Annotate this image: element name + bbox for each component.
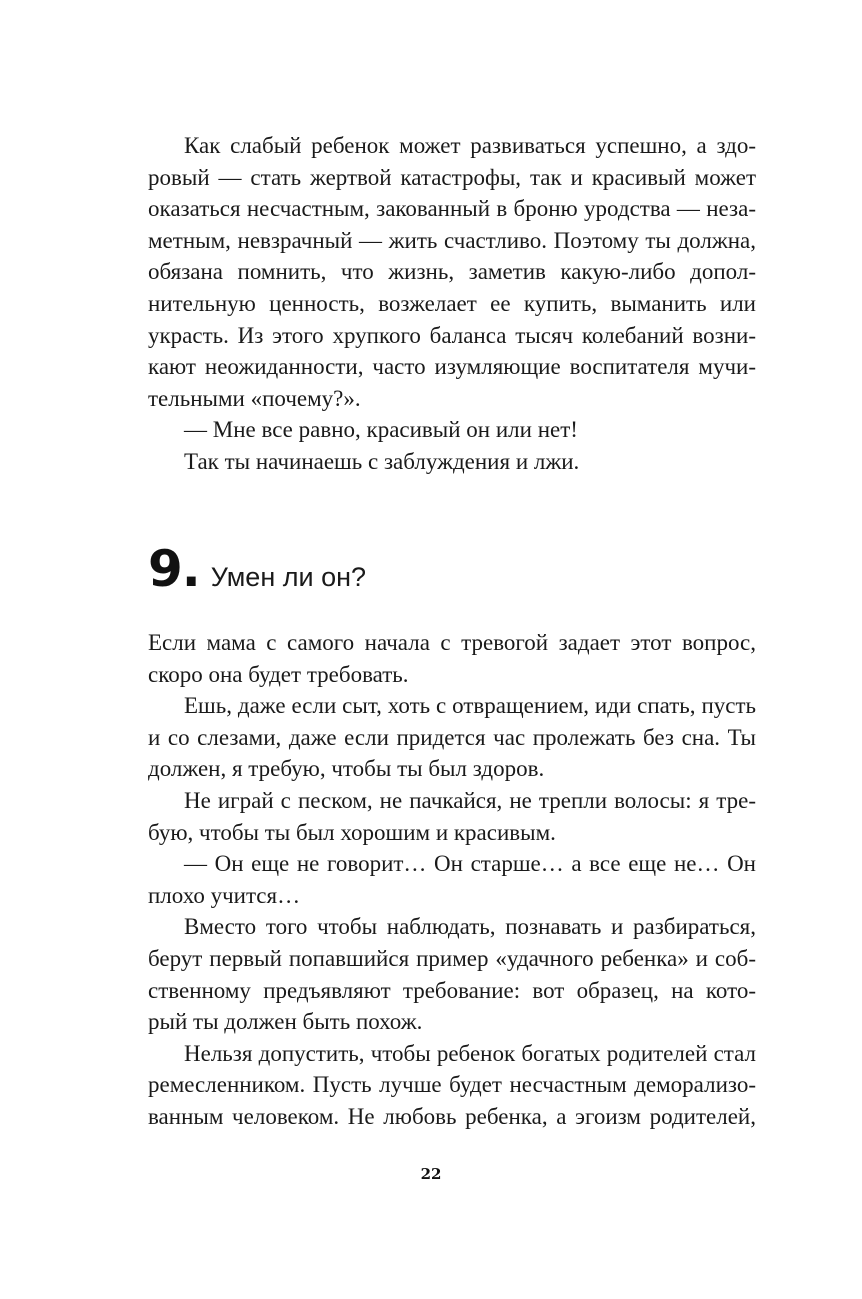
paragraph xyxy=(148,627,756,690)
text-line: — Он еще не говорит… Он старше… а все еще не… Он xyxy=(184,851,756,877)
text-line: Ешь, даже если сыт, хоть с отвращением, иди спать, пусть xyxy=(184,693,756,719)
section-number: 9 xyxy=(148,540,182,598)
text-line: и со слезами, даже если придется час пролежать без сна. Ты xyxy=(148,724,756,750)
text-line: обязана помнить, что жизнь, заметив какую-либо допол- xyxy=(148,259,756,285)
section-title: Умен ли он? xyxy=(210,562,367,592)
text-line: ровый — стать жертвой катастрофы, так и красивый может xyxy=(148,164,756,190)
text-line: метным, невзрачный — жить счастливо. Поэтому ты должна, xyxy=(148,227,756,253)
text-line: Так ты начинаешь с заблуждения и лжи. xyxy=(184,448,580,474)
text-line: Вместо того чтобы наблюдать, познавать и разбираться, xyxy=(184,914,756,940)
text-line: скоро она будет требовать. xyxy=(148,661,409,687)
paragraph xyxy=(148,1038,756,1133)
paragraph xyxy=(148,414,756,446)
paragraph xyxy=(148,690,756,785)
text-line: Нельзя допустить, чтобы ребенок богатых родителей стал xyxy=(184,1040,756,1066)
text-line: рый ты должен быть похож. xyxy=(148,1009,423,1035)
bottom-text-block xyxy=(148,627,756,1133)
text-line: должен, я требую, чтобы ты был здоров. xyxy=(148,756,545,782)
text-line: ванным человеком. Не любовь ребенка, а эгоизм родителей, xyxy=(148,1103,756,1129)
paragraph xyxy=(148,785,756,848)
top-text-block xyxy=(148,130,756,478)
text-line: Не играй с песком, не пачкайся, не трепли волосы: я тре- xyxy=(184,787,756,813)
text-line: Как слабый ребенок может развиваться успешно, а здо- xyxy=(184,133,756,158)
paragraph xyxy=(148,848,756,911)
text-line: нительную ценность, возжелает ее купить, выманить или xyxy=(148,290,756,316)
text-line: — Мне все равно, красивый он или нет! xyxy=(184,417,578,443)
text-line: ственному предъявляют требование: вот образец, на кото- xyxy=(148,977,756,1003)
text-line: бую, чтобы ты был хорошим и красивым. xyxy=(148,819,556,845)
text-line: берут первый попавшийся пример «удачного ребенка» и соб- xyxy=(148,945,756,971)
paragraph xyxy=(148,911,756,1037)
section-number-dot: . xyxy=(181,540,201,598)
page-number: 22 xyxy=(420,1165,442,1183)
text-line: тельными «почему?». xyxy=(148,385,361,411)
text-line: плохо учится… xyxy=(148,882,301,908)
paragraph xyxy=(148,446,756,478)
text-line: оказаться несчастным, закованный в броню уродства — неза- xyxy=(148,196,756,222)
section-heading xyxy=(148,540,366,610)
text-line: ремесленником. Пусть лучше будет несчастным деморализо- xyxy=(148,1072,756,1098)
text-line: Если мама с самого начала с тревогой задает этот вопрос, xyxy=(148,630,756,655)
text-line: украсть. Из этого хрупкого баланса тысяч колебаний возни- xyxy=(148,322,756,348)
text-line: кают неожиданности, часто изумляющие воспитателя мучи- xyxy=(148,354,756,380)
paragraph xyxy=(148,130,756,414)
